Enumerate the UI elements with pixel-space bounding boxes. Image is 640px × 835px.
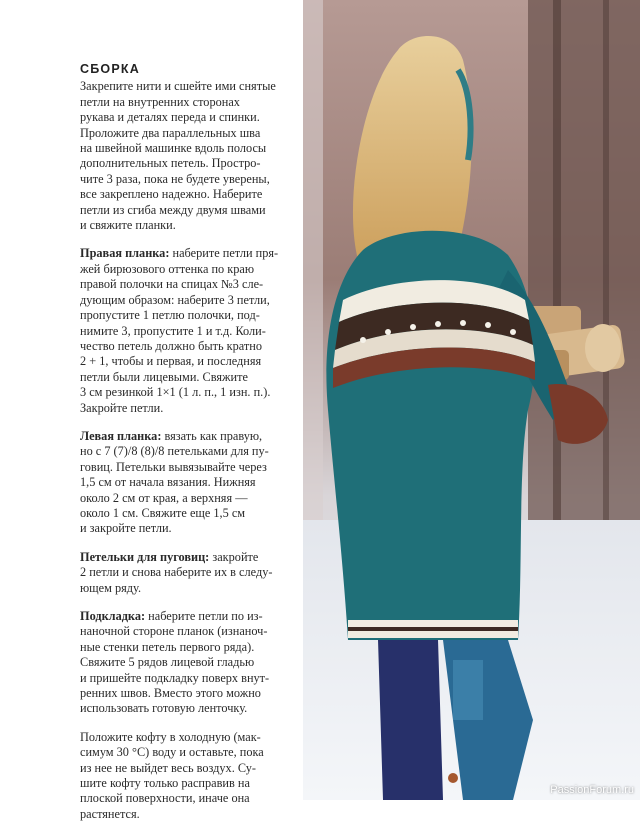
right-band-label: Правая планка: (80, 246, 170, 261)
right-band-line: чество петель должно быть кратно (80, 338, 263, 353)
lining-line: ные стенки петель первого ряда). (80, 639, 255, 654)
right-band-line: правой полочки на спицах №3 сле- (80, 277, 264, 292)
assembly-line: все закреплено надежно. Наберите (80, 187, 263, 202)
assembly-line: на швейной машинке вдоль полосы (80, 141, 267, 156)
right-band-line: 3 см резинкой 1×1 (1 л. п., 1 изн. п.). (80, 385, 271, 400)
assembly-line: дополнительных петель. Простро- (80, 156, 261, 171)
left-band-line: около 2 см от края, а верхняя — (80, 490, 248, 505)
right-band-line: нимите 3, пропустите 1 и т.д. Коли- (80, 323, 266, 338)
instructions-column (80, 62, 302, 835)
lining-line: ренних швов. Вместо этого можно (80, 686, 261, 701)
right-band-paragraph (80, 246, 302, 415)
left-band-label: Левая планка: (80, 428, 162, 443)
buttonholes-label: Петельки для пуговиц: (80, 549, 210, 564)
lining-line: использовать готовую ленточку. (80, 701, 248, 716)
left-band-paragraph (80, 429, 302, 537)
sweater-photo (303, 0, 640, 800)
washing-line: плоской поверхности, иначе она (80, 791, 250, 806)
washing-line: шите кофту только расправив на (80, 776, 250, 791)
washing-line: из нее не выйдет весь воздух. Су- (80, 760, 256, 775)
section-title: СБОРКА (80, 62, 140, 76)
buttonholes-paragraph (80, 550, 302, 596)
lining-first: наберите петли по из- (145, 609, 263, 623)
washing-line: растянется. (80, 806, 140, 821)
buttonholes-line: ющем ряду. (80, 580, 142, 595)
assembly-line: петли из сгиба между двумя швами (80, 202, 266, 217)
lining-line: наночной стороне планок (изнаноч- (80, 624, 268, 639)
photo-illustration (303, 0, 640, 800)
assembly-line: рукава и деталях переда и спинки. (80, 110, 260, 125)
trouser-button (448, 773, 458, 783)
lining-line: и пришейте подкладку поверх внут- (80, 670, 270, 685)
assembly-line: и свяжите планки. (80, 218, 176, 233)
buttonholes-first: закройте (209, 549, 259, 564)
left-band-line: но с 7 (7)/8 (8)/8 петельками для пу- (80, 444, 269, 459)
right-band-line: Закройте петли. (80, 400, 164, 415)
lining-label: Подкладка: (80, 609, 146, 623)
right-band-line: дующим образом: наберите 3 петли, (80, 292, 270, 307)
lining-paragraph (80, 609, 302, 717)
right-band-line: 2 + 1, чтобы и первая, и последняя (80, 354, 262, 369)
assembly-paragraph (80, 79, 302, 233)
left-band-line: говиц. Петельки вывязывайте через (80, 459, 267, 474)
washing-line: симум 30 °C) воду и оставьте, пока (80, 745, 264, 760)
assembly-line: Проложите два параллельных шва (80, 125, 261, 140)
buttonholes-line: 2 петли и снова наберите их в следу- (80, 565, 273, 580)
lining-line: Свяжите 5 рядов лицевой гладью (80, 655, 255, 670)
assembly-line: чите 3 раза, пока не будете уверены, (80, 171, 270, 186)
trousers-left-leg (378, 640, 443, 800)
left-band-first: вязать как правую, (161, 428, 263, 443)
assembly-line: Закрепите нити и сшейте ими снятые петли на внутренних сторонах (80, 79, 276, 109)
left-band-line: 1,5 см от начала вязания. Нижняя (80, 475, 256, 490)
washing-line: Положите кофту в холодную (мак- (80, 729, 261, 744)
right-band-first: наберите петли пря- (169, 246, 279, 261)
left-band-line: около 1 см. Свяжите еще 1,5 см (80, 505, 246, 520)
right-band-line: петли были лицевыми. Свяжите (80, 369, 248, 384)
left-band-line: и закройте петли. (80, 521, 172, 536)
watermark: PassionForum.ru (550, 784, 634, 796)
washing-paragraph (80, 730, 302, 822)
right-band-line: жей бирюзового оттенка по краю (80, 261, 255, 276)
right-band-line: пропустите 1 петлю полочки, под- (80, 308, 260, 323)
